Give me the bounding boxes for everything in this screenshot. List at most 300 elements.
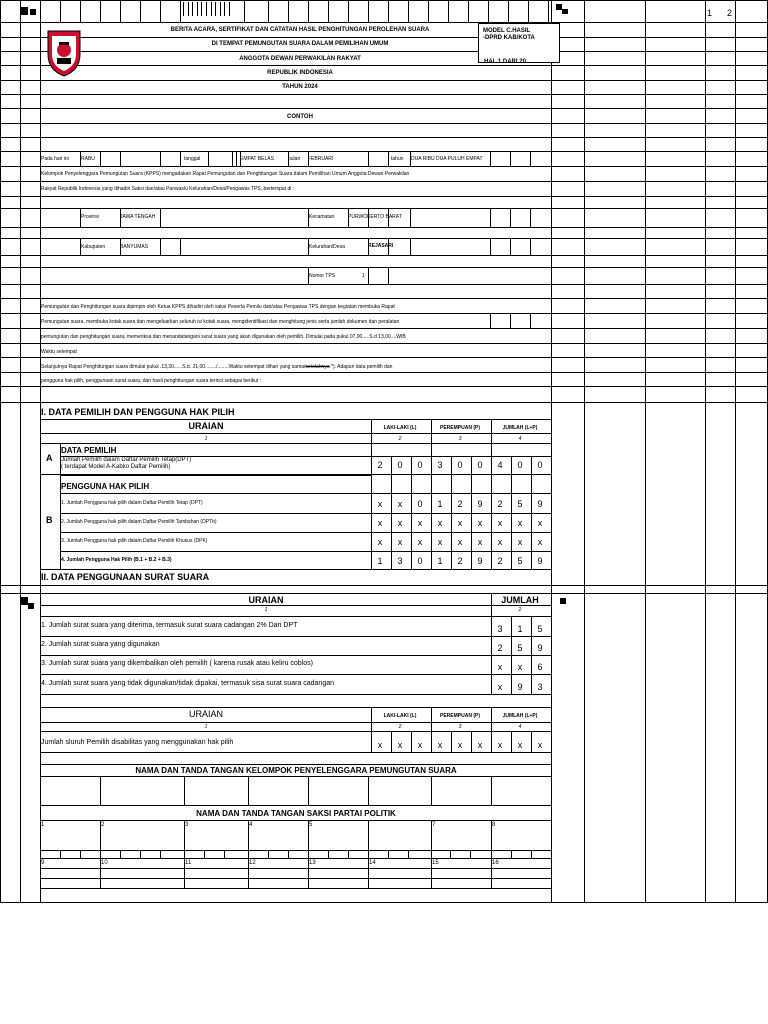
grid-line bbox=[40, 820, 551, 821]
digit-cell: x bbox=[517, 740, 523, 750]
signature-slot-number: 7 bbox=[432, 822, 436, 828]
grid-line bbox=[100, 0, 101, 22]
grid-line bbox=[184, 820, 185, 888]
grid-line bbox=[0, 51, 40, 52]
dpt-label-line-2: ( terdapat Model A-Kabko Daftar Pemilih) bbox=[61, 464, 171, 470]
grid-line bbox=[40, 674, 551, 675]
grid-line bbox=[551, 357, 768, 358]
grid-line bbox=[0, 372, 40, 373]
grid-line bbox=[511, 850, 512, 858]
model-line-1: MODEL C.HASIL bbox=[483, 28, 531, 34]
grid-line bbox=[60, 532, 551, 533]
grid-line bbox=[40, 22, 551, 23]
col-laki-header: LAKI-LAKI (L) bbox=[383, 425, 417, 431]
tps-label: Nomor TPS bbox=[309, 273, 336, 279]
col-number: 1 bbox=[204, 436, 208, 442]
bulan-label: bulan bbox=[288, 156, 301, 162]
grid-line bbox=[735, 0, 736, 902]
digit-cell: x bbox=[457, 537, 463, 547]
pengguna-hak-pilih-heading: PENGGUNA HAK PILIH bbox=[61, 482, 150, 491]
kpu-logo bbox=[44, 28, 84, 78]
digit-cell: 0 bbox=[517, 460, 523, 470]
grid-line bbox=[100, 776, 101, 805]
grid-line bbox=[40, 328, 551, 329]
grid-line bbox=[0, 284, 40, 285]
kpps-signature-title: NAMA DAN TANDA TANGAN KELOMPOK PENYELENGGARA PEMUNGUTAN SUARA bbox=[135, 766, 457, 775]
grid-line bbox=[510, 238, 511, 255]
grid-line bbox=[224, 850, 225, 858]
grid-line bbox=[0, 181, 40, 182]
page-number: 2 bbox=[727, 8, 733, 18]
digit-cell: 9 bbox=[517, 682, 523, 692]
grid-line bbox=[548, 0, 549, 22]
grid-line bbox=[511, 456, 512, 569]
digit-cell: 1 bbox=[377, 556, 383, 566]
grid-line bbox=[551, 372, 768, 373]
digit-cell: 5 bbox=[517, 499, 523, 509]
grid-line bbox=[491, 776, 492, 805]
paragraph-line: pemungutan dan penghitungan suara, memeriksa dan menandatangani surat suara yang akan digunakan oleh pemilih. Dimulai pada pukul 07,00.....S.d 13,00....WIB bbox=[41, 334, 406, 340]
grid-line bbox=[180, 238, 181, 255]
tahun-value: DUA RIBU DUA PULUH EMPAT bbox=[411, 156, 483, 162]
digit-cell: x bbox=[497, 537, 503, 547]
s3-col-laki-header: LAKI-LAKI (L) bbox=[383, 713, 417, 719]
grid-line bbox=[40, 616, 551, 617]
grid-line bbox=[551, 137, 768, 138]
grid-line bbox=[531, 456, 532, 569]
s2-col-uraian-header: URAIAN bbox=[248, 595, 284, 605]
row-label-b: B bbox=[46, 515, 53, 525]
digit-cell: x bbox=[477, 740, 483, 750]
digit-cell: 2 bbox=[497, 643, 503, 653]
grid-line bbox=[40, 655, 551, 656]
grid-line bbox=[40, 208, 551, 209]
paragraph-line: Waktu setempat bbox=[41, 349, 77, 355]
signature-slot-number: 8 bbox=[492, 822, 496, 828]
digit-cell: x bbox=[417, 518, 423, 528]
grid-line bbox=[450, 850, 451, 858]
grid-line bbox=[248, 820, 249, 888]
grid-line bbox=[40, 357, 551, 358]
grid-line bbox=[368, 0, 369, 22]
grid-line bbox=[80, 0, 81, 22]
grid-line bbox=[40, 137, 551, 138]
grid-line bbox=[184, 776, 185, 805]
registration-mark bbox=[562, 9, 568, 14]
pengguna-row-label: 3. Jumlah Pengguna hak pilih dalam Daftar Pemilih Khusus (DPK) bbox=[61, 538, 208, 544]
grid-line bbox=[388, 267, 389, 284]
opening-line-2: Kelompok Penyelenggara Pemungutan Suara (KPPS) mengadakan Rapat Pemungutan dan Penghitungan Suara dalam Pemilihan Umum Anggota Dewan Perwakilan bbox=[41, 171, 410, 177]
grid-line bbox=[368, 151, 369, 166]
signature-slot-number: 15 bbox=[432, 860, 439, 866]
grid-line bbox=[431, 820, 432, 888]
grid-line bbox=[40, 850, 551, 851]
grid-line bbox=[510, 208, 511, 227]
s3-col-perempuan-header: PEREMPUAN (P) bbox=[439, 713, 480, 719]
grid-line bbox=[490, 208, 491, 227]
paragraph-line: Pemungutan dan Penghitungan suara dipimpin oleh Ketua KPPS dihadiri oleh saksi Peserta Pemilu dan/atau Pengawas TPS dengan kegiatan membuka Rapat bbox=[41, 304, 395, 310]
paragraph-line: pengguna hak pilih, penggunaan surat suara, dan hasil penghitungan suara terinci sebagai berikut : bbox=[41, 378, 262, 384]
signature-slot-number: 11 bbox=[185, 860, 192, 866]
grid-line bbox=[530, 238, 531, 255]
grid-line bbox=[40, 284, 551, 285]
grid-line bbox=[368, 776, 369, 805]
grid-line bbox=[40, 196, 551, 197]
grid-line bbox=[288, 0, 289, 22]
grid-line bbox=[40, 764, 551, 765]
header-title-5: TAHUN 2024 bbox=[282, 84, 318, 90]
grid-line bbox=[328, 0, 329, 22]
grid-line bbox=[471, 456, 472, 569]
grid-line bbox=[0, 137, 40, 138]
grid-line bbox=[328, 850, 329, 858]
registration-mark bbox=[20, 597, 28, 605]
grid-line bbox=[160, 151, 161, 166]
opening-line-3: Rakyat Republik Indonesia yang dihadiri Saksi dan/atau Panwaslu Kelurahan/Desa/Pengawas TPS, bertempat di : bbox=[41, 186, 295, 192]
digit-cell: 0 bbox=[417, 499, 423, 509]
grid-line bbox=[551, 238, 768, 239]
digit-cell: 0 bbox=[417, 460, 423, 470]
grid-line bbox=[551, 80, 768, 81]
kelurahan-label: Kelurahan/Desa bbox=[309, 244, 345, 250]
digit-cell: x bbox=[377, 518, 383, 528]
digit-cell: x bbox=[397, 740, 403, 750]
grid-line bbox=[60, 513, 551, 514]
surat-suara-row-label: 1. Jumlah surat suara yang diterima, termasuk surat suara cadangan 2% Dari DPT bbox=[41, 622, 298, 629]
grid-line bbox=[551, 343, 768, 344]
grid-line bbox=[468, 0, 469, 22]
col-number: 2 bbox=[518, 607, 522, 613]
digit-cell: 9 bbox=[477, 556, 483, 566]
s3-col-jumlah-header: JUMLAH (L+P) bbox=[502, 713, 538, 719]
signature-slot-number: 3 bbox=[185, 822, 189, 828]
digit-cell: x bbox=[437, 740, 443, 750]
grid-line bbox=[428, 0, 429, 22]
grid-line bbox=[0, 0, 768, 1]
grid-line bbox=[120, 0, 121, 22]
grid-line bbox=[60, 551, 551, 552]
digit-cell: 4 bbox=[497, 460, 503, 470]
grid-line bbox=[551, 386, 768, 387]
data-pemilih-heading: DATA PEMILIH bbox=[61, 446, 117, 455]
col-jumlah-header: JUMLAH (L+P) bbox=[502, 425, 538, 431]
digit-cell: 3 bbox=[537, 682, 543, 692]
grid-line bbox=[0, 298, 40, 299]
digit-cell: 3 bbox=[437, 460, 443, 470]
digit-cell: x bbox=[377, 537, 383, 547]
struck-text: setelahnya bbox=[305, 364, 330, 370]
digit-cell: x bbox=[417, 537, 423, 547]
grid-line bbox=[551, 419, 552, 569]
grid-line bbox=[470, 850, 471, 858]
grid-line bbox=[388, 151, 389, 166]
col-number: 3 bbox=[458, 436, 462, 442]
registration-mark bbox=[560, 598, 566, 604]
digit-cell: 9 bbox=[477, 499, 483, 509]
registration-mark bbox=[28, 603, 34, 609]
grid-line bbox=[0, 386, 40, 387]
hari-value: RABU bbox=[81, 156, 95, 162]
grid-line bbox=[551, 181, 768, 182]
grid-line bbox=[0, 343, 40, 344]
digit-cell: 1 bbox=[517, 624, 523, 634]
grid-line bbox=[204, 850, 205, 858]
grid-line bbox=[40, 402, 551, 403]
digit-cell: 0 bbox=[537, 460, 543, 470]
paragraph-text: *). Adapun data pemilih dan bbox=[329, 364, 393, 370]
signature-slot-number: 4 bbox=[249, 822, 253, 828]
grid-line bbox=[40, 227, 551, 228]
grid-line bbox=[40, 238, 551, 239]
digit-cell: x bbox=[517, 518, 523, 528]
header-title-1: BERITA ACARA, SERTIFIKAT DAN CATATAN HASIL PENGHITUNGAN PEROLEHAN SUARA bbox=[170, 27, 430, 33]
grid-line bbox=[0, 37, 40, 38]
model-box bbox=[478, 23, 560, 63]
digit-cell: x bbox=[377, 740, 383, 750]
digit-cell: x bbox=[397, 537, 403, 547]
digit-cell: 2 bbox=[497, 499, 503, 509]
grid-line bbox=[40, 707, 551, 708]
grid-line bbox=[160, 208, 161, 227]
digit-cell: 2 bbox=[457, 556, 463, 566]
grid-line bbox=[268, 0, 269, 22]
grid-line bbox=[120, 151, 121, 166]
digit-cell: x bbox=[497, 518, 503, 528]
grid-line bbox=[60, 0, 61, 22]
col-number: 2 bbox=[398, 436, 402, 442]
grid-line bbox=[0, 65, 40, 66]
grid-line bbox=[40, 805, 551, 806]
grid-line bbox=[551, 255, 768, 256]
grid-line bbox=[551, 151, 768, 152]
grid-line bbox=[0, 123, 40, 124]
digit-cell: 2 bbox=[497, 556, 503, 566]
grid-line bbox=[160, 850, 161, 858]
digit-cell: x bbox=[537, 518, 543, 528]
grid-line bbox=[60, 493, 551, 494]
grid-line bbox=[40, 255, 551, 256]
pengguna-row-label: 4. Jumlah Pengguna Hak Pilih (B.1 + B.2 + B.3) bbox=[61, 557, 172, 563]
grid-line bbox=[410, 208, 411, 227]
model-line-2: -DPRD KAB/KOTA bbox=[483, 35, 535, 41]
grid-line bbox=[180, 151, 181, 166]
header-title-4: REPUBLIK INDONESIA bbox=[267, 70, 333, 76]
grid-line bbox=[40, 37, 551, 38]
grid-line bbox=[236, 151, 237, 166]
contoh-label: CONTOH bbox=[287, 114, 313, 120]
grid-line bbox=[40, 123, 551, 124]
grid-line bbox=[40, 386, 551, 387]
grid-line bbox=[584, 0, 585, 902]
grid-line bbox=[528, 0, 529, 22]
section-1-title: I. DATA PEMILIH DAN PENGGUNA HAK PILIH bbox=[41, 407, 235, 417]
row-label-a: A bbox=[46, 453, 53, 463]
bulan-value: FEBRUARI bbox=[308, 156, 334, 162]
grid-line bbox=[40, 80, 551, 81]
grid-line bbox=[551, 65, 768, 66]
pengguna-row-label: 1. Jumlah Pengguna hak pilih dalam Daftar Pemilih Tetap (DPT) bbox=[61, 500, 203, 506]
grid-line bbox=[40, 166, 551, 167]
grid-line bbox=[40, 443, 551, 444]
grid-line bbox=[0, 267, 40, 268]
registration-mark bbox=[30, 9, 36, 15]
grid-line bbox=[40, 298, 551, 299]
kelurahan-value: REJASARI bbox=[368, 243, 394, 249]
grid-line bbox=[551, 227, 768, 228]
col-number: 3 bbox=[458, 724, 462, 730]
grid-line bbox=[40, 94, 551, 95]
grid-line bbox=[510, 151, 511, 166]
grid-line bbox=[40, 569, 551, 570]
grid-line bbox=[0, 357, 40, 358]
s3-col-uraian-header: URAIAN bbox=[188, 709, 223, 719]
grid-line bbox=[0, 328, 40, 329]
grid-line bbox=[531, 850, 532, 858]
grid-line bbox=[40, 51, 551, 52]
digit-cell: 3 bbox=[497, 624, 503, 634]
grid-line bbox=[0, 94, 40, 95]
grid-line bbox=[551, 284, 768, 285]
digit-cell: x bbox=[377, 499, 383, 509]
digit-cell: x bbox=[517, 662, 523, 672]
provinsi-value: JAWA TENGAH bbox=[120, 214, 156, 220]
signature-slot-number: 10 bbox=[101, 860, 108, 866]
digit-cell: x bbox=[497, 740, 503, 750]
grid-line bbox=[160, 0, 161, 22]
col-uraian-header: URAIAN bbox=[188, 421, 224, 431]
grid-line bbox=[100, 151, 101, 166]
grid-line bbox=[0, 80, 40, 81]
digit-cell: x bbox=[537, 740, 543, 750]
grid-line bbox=[451, 456, 452, 569]
paragraph-line bbox=[41, 365, 392, 370]
signature-slot-number: 1 bbox=[41, 822, 45, 828]
paragraph-text: Selanjutnya Rapat Penghitungan suara dimulai pukul .13,30......S.d. 21,00......../........Waktu setempat dihari yang sama/ bbox=[41, 364, 306, 370]
grid-line bbox=[551, 123, 768, 124]
digit-cell: x bbox=[497, 662, 503, 672]
grid-line bbox=[140, 0, 141, 22]
grid-line bbox=[551, 267, 768, 268]
grid-line bbox=[40, 65, 551, 66]
registration-mark bbox=[20, 7, 28, 15]
grid-line bbox=[244, 0, 245, 22]
grid-line bbox=[645, 0, 646, 902]
header-title-2: DI TEMPAT PEMUNGUTAN SUARA DALAM PEMILIHAN UMUM bbox=[211, 41, 389, 47]
digit-cell: 0 bbox=[457, 460, 463, 470]
grid-line bbox=[40, 888, 551, 889]
surat-suara-row-label: 2. Jumlah surat suara yang digunakan bbox=[41, 641, 160, 648]
kabupaten-value: BANYUMAS bbox=[120, 244, 149, 250]
grid-line bbox=[530, 208, 531, 227]
grid-line bbox=[40, 343, 551, 344]
grid-line bbox=[232, 151, 233, 166]
grid-line bbox=[40, 433, 551, 434]
col-number: 4 bbox=[518, 724, 522, 730]
grid-line bbox=[368, 820, 369, 888]
grid-line bbox=[410, 238, 411, 255]
grid-line bbox=[705, 0, 706, 902]
digit-cell: 3 bbox=[397, 556, 403, 566]
pengguna-row-label: 2. Jumlah Pengguna hak pilih dalam Daftar Pemilih Tambahan (DPTb) bbox=[61, 519, 217, 525]
grid-line bbox=[0, 902, 768, 903]
grid-line bbox=[551, 166, 768, 167]
grid-line bbox=[551, 94, 768, 95]
tps-value: 1 bbox=[362, 273, 365, 279]
grid-line bbox=[308, 776, 309, 805]
col-number: 4 bbox=[518, 436, 522, 442]
digit-cell: 0 bbox=[397, 460, 403, 470]
grid-line bbox=[40, 636, 551, 637]
grid-line bbox=[40, 878, 551, 879]
digit-cell: 1 bbox=[437, 499, 443, 509]
digit-cell: 9 bbox=[537, 499, 543, 509]
grid-line bbox=[530, 313, 531, 328]
digit-cell: x bbox=[457, 740, 463, 750]
grid-line bbox=[40, 868, 551, 869]
thick-line bbox=[61, 474, 371, 476]
kecamatan-label: Kecamatan bbox=[309, 214, 335, 220]
tahun-label: tahun bbox=[391, 156, 404, 162]
grid-line bbox=[551, 208, 768, 209]
grid-line bbox=[0, 196, 40, 197]
grid-line bbox=[348, 850, 349, 858]
grid-line bbox=[490, 238, 491, 255]
paragraph-line: Pemungutan suara, membuka kotak suara dan mengeluarkan seluruh isi kotak suara, mengidentifikasi dan menghitung jenis serta jumlah dokumen dan peralatan bbox=[41, 319, 400, 325]
grid-line bbox=[40, 858, 551, 859]
col-number: 1 bbox=[264, 607, 268, 613]
grid-line bbox=[0, 585, 768, 586]
grid-line bbox=[510, 313, 511, 328]
grid-line bbox=[368, 267, 369, 284]
grid-line bbox=[40, 731, 551, 732]
s2-col-jumlah-header: JUMLAH bbox=[501, 595, 539, 605]
surat-suara-row-label: 4. Jumlah surat suara yang tidak digunakan/tidak dipakai, termasuk sisa surat suara cadangan bbox=[41, 680, 335, 687]
grid-line bbox=[431, 776, 432, 805]
digit-cell: x bbox=[437, 518, 443, 528]
surat-suara-row-label: 3. Jumlah surat suara yang dikembalikan oleh pemilih ( karena rusak atau keliru coblos) bbox=[41, 660, 313, 667]
grid-line bbox=[551, 298, 768, 299]
barcode bbox=[183, 2, 233, 16]
grid-line bbox=[40, 722, 551, 723]
col-number: 2 bbox=[398, 724, 402, 730]
grid-line bbox=[0, 255, 40, 256]
grid-line bbox=[490, 313, 491, 328]
digit-cell: x bbox=[397, 518, 403, 528]
digit-cell: 9 bbox=[537, 643, 543, 653]
grid-line bbox=[448, 0, 449, 22]
grid-line bbox=[551, 313, 768, 314]
grid-line bbox=[20, 0, 21, 902]
col-number: 1 bbox=[204, 724, 208, 730]
grid-line bbox=[408, 850, 409, 858]
tanggal-value: EMPAT BELAS bbox=[240, 156, 274, 162]
grid-line bbox=[388, 0, 389, 22]
section-2-title: II. DATA PENGGUNAAN SURAT SUARA bbox=[41, 572, 210, 582]
provinsi-label: Provinsi bbox=[81, 214, 99, 220]
header-title-3: ANGGOTA DEWAN PERWAKILAN RAKYAT bbox=[239, 56, 361, 62]
digit-cell: 5 bbox=[517, 556, 523, 566]
grid-line bbox=[551, 108, 768, 109]
grid-line bbox=[40, 694, 551, 695]
grid-line bbox=[40, 752, 551, 753]
digit-cell: x bbox=[537, 537, 543, 547]
grid-line bbox=[120, 850, 121, 858]
grid-line bbox=[40, 151, 551, 152]
grid-line bbox=[40, 181, 551, 182]
digit-cell: x bbox=[397, 499, 403, 509]
col-perempuan-header: PEREMPUAN (P) bbox=[439, 425, 480, 431]
grid-line bbox=[268, 850, 269, 858]
